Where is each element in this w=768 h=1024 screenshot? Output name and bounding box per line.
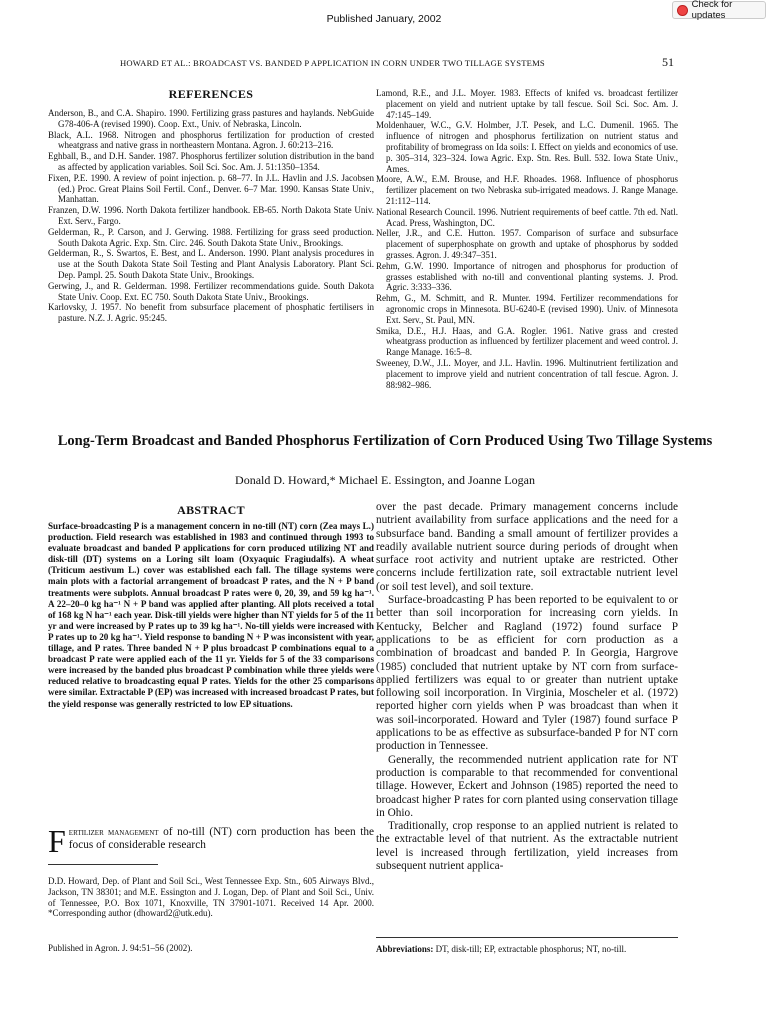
- references-right: [376, 88, 678, 390]
- references-heading: REFERENCES: [168, 87, 254, 101]
- reference-item: Fixen, P.E. 1990. A review of point injection. p. 68–77. In J.L. Havlin and J.S. Jacobsen (ed.) Proc. Great Plains Soil Fertil. Conf., Denver. 6–7 Mar. 1990. Kansas State Univ., Manhattan.: [48, 172, 374, 205]
- published-date: Published January, 2002: [326, 13, 442, 25]
- reference-item: Eghball, B., and D.H. Sander. 1987. Phosphorus fertilizer solution distribution in the band as affected by application variables. Soil Sci. Soc. Am. J. 51:1350–1354.: [48, 151, 374, 172]
- article-title: Long-Term Broadcast and Banded Phosphorus Fertilization of Corn Produced Using Two Tillage Systems: [57, 433, 713, 449]
- drop-cap: F: [48, 823, 66, 859]
- reference-item: Franzen, D.W. 1996. North Dakota fertilizer handbook. EB-65. North Dakota State Univ. Ext. Serv., Fargo.: [48, 205, 374, 226]
- reference-item: National Research Council. 1996. Nutrient requirements of beef cattle. 7th ed. Natl. Acad. Press, Washington, DC.: [376, 206, 678, 228]
- reference-item: Smika, D.E., H.J. Haas, and G.A. Rogler. 1961. Native grass and crested wheatgrass production as influenced by fertilizer placement and weed control. J. Range Manage. 16:5–8.: [376, 325, 678, 358]
- body-paragraph: Generally, the recommended nutrient application rate for NT production is comparable to that recommended for conventional tillage. However, Eckert and Johnson (1985) reported the need to broadcast higher P rates for corn planted using conservation tillage in Ohio.: [376, 753, 678, 819]
- abbrev-rule: [376, 937, 678, 938]
- reference-item: Gerwing, J., and R. Gelderman. 1998. Fertilizer recommendations guide. South Dakota State Univ. Coop. Ext. EC 750. South Dakota State Univ., Brookings.: [48, 280, 374, 302]
- abbreviations-label: Abbreviations:: [376, 944, 434, 954]
- author-affiliation: D.D. Howard, Dep. of Plant and Soil Sci., West Tennessee Exp. Stn., 605 Airways Blvd., Jackson, TN 38301; and M.E. Essington and J. Logan, Dep. of Plant and Soil Sci., Univ. of Tennessee, P.O. Box 1071, Knoxville, TN 37901-1071. Received 14 Apr. 2000. *Corresponding author (dhoward2@utk.edu).: [48, 876, 374, 919]
- reference-item: Gelderman, R., S. Swartos, E. Best, and L. Anderson. 1990. Plant analysis procedures in use at the South Dakota State Soil Testing and Plant Analysis Laboratory. Plant Sci. Dep. Pampl. 25. South Dakota State Univ., Brookings.: [48, 248, 374, 280]
- footnote-rule: [48, 864, 158, 865]
- body-paragraph: Surface-broadcasting P has been reported to be equivalent to or better than soil incorporation for increasing corn yields. In Kentucky, Belcher and Ragland (1972) found surface P applications to be as efficient for corn production as a combination of broadcast and banded P. In Georgia, Hargrove (1985) concluded that nutrient uptake by NT corn from surface-applied fertilizers was equal to or greater than nutrient uptake following soil incorporation. In Virginia, Moscheler et al. (1972) reported higher corn yields when P was broadcast than when it was soil-incorporated. Howard and Tyler (1987) found surface P applications to be as effective as subsurface-banded P for NT corn production in Tennessee.: [376, 594, 678, 753]
- check-updates-label: Check for updates: [691, 0, 733, 21]
- abstract-text: Surface-broadcasting P is a management concern in no-till (NT) corn (Zea mays L.) production. Field research was established in 1983 and continued through 1993 to evaluate broadcast and banded P applications for corn produced utilizing NT and disk-till (DT) systems on a Loring silt loam (Oxyaquic Fragiudalfs). A wheat (Triticum aestivum L.) cover was established each fall. The tillage systems were main plots with a factorial arrangement of broadcast P rates, and the N + P band treatments were subplots. Annual broadcast P rates were 0, 20, 39, and 59 kg ha⁻¹. A 22–20–0 kg ha⁻¹ N + P band was applied after planting. All plots received a total of 168 kg N ha⁻¹ each year. Disk-till yields were higher than NT yields for 5 of the 11 yr and were increased by P rates up to 39 kg ha⁻¹. No-till yields were increased with P rates up to 20 kg ha⁻¹. Yield response to banding N + P was inconsistent with year, tillage, and P rates. Three banded N + P plus broadcast P combinations equal to a broadcast P rate were applied each of the 11 yr. Yields for 5 of the 33 comparisons were increased by the banded plus broadcast P combination while three yields were reduced relative to broadcasting equal P rates. Yields for the other 25 comparisons were similar. Extractable P (EP) was increased with increased broadcast P rates, but the yield response was generally restricted to low EP situations.: [48, 521, 374, 709]
- reference-item: Karlovsky, J. 1957. No benefit from subsurface placement of phosphatic fertilisers in pasture. N.Z. J. Agric. 95:245.: [48, 302, 374, 324]
- running-head: HOWARD ET AL.: BROADCAST VS. BANDED P APPLICATION IN CORN UNDER TWO TILLAGE SYSTEMS: [120, 58, 545, 68]
- intro-paragraph: [48, 823, 374, 859]
- reference-item: Lamond, R.E., and J.L. Moyer. 1983. Effects of knifed vs. broadcast fertilizer placement on yield and nutrient uptake by tall fescue. Soil Sci. Soc. Am. J. 47:145–149.: [376, 88, 678, 120]
- page-number: 51: [662, 55, 674, 69]
- reference-item: Rehm, G.W. 1990. Importance of nitrogen and phosphorus for production of grasses established with no-till and conventional planting systems. J. Prod. Agric. 3:333–336.: [376, 260, 678, 293]
- published-in: Published in Agron. J. 94:51–56 (2002).: [48, 943, 193, 953]
- reference-item: Sweeney, D.W., J.L. Moyer, and J.L. Havlin. 1996. Multinutrient fertilization and placement to improve yield and nutrient concentration of tall fescue. Agron. J. 88:982–986.: [376, 357, 678, 390]
- check-updates-button[interactable]: [672, 1, 766, 19]
- reference-item: Moldenhauer, W.C., G.V. Holmber, J.T. Pesek, and L.C. Dumenil. 1965. The influence of nitrogen and phosphorus fertilization on nutrient status and profitability of bromegrass on Ida soils: I. Effect on yields and economics of use. p. 305–314, 323–324. Iowa Agric. Exp. Stn. Res. Bull. 532. Iowa State Univ., Ames.: [376, 120, 678, 174]
- body-paragraph: Traditionally, crop response to an applied nutrient is related to the extractable level of that nutrient. As the extractable nutrient level is increased through fertilization, yield increases from subsequent nutrient applica-: [376, 820, 678, 873]
- reference-item: Moore, A.W., E.M. Brouse, and H.F. Rhoades. 1968. Influence of phosphorus fertilizer placement on two Nebraska sub-irrigated meadows. J. Range Manage. 21:112–114.: [376, 174, 678, 206]
- abbreviations: [376, 944, 626, 954]
- reference-item: Neller, J.R., and C.E. Hutton. 1957. Comparison of surface and subsurface placement of superphosphate on growth and uptake of phosphorus by sodded grasses. Agron. J. 49:347–351.: [376, 228, 678, 260]
- reference-item: Rehm, G., M. Schmitt, and R. Munter. 1994. Fertilizer recommendations for agronomic crops in Minnesota. BU-6240-E (revised 1990). Univ. of Minnesota Ext. Serv., St. Paul, MN.: [376, 293, 678, 325]
- intro-smallcaps: ertilizer management: [68, 827, 159, 838]
- reference-item: Anderson, B., and C.A. Shapiro. 1990. Fertilizing grass pastures and haylands. NebGuide G78-406-A (revised 1990). Coop. Ext., Univ. of Nebraska, Lincoln.: [48, 108, 374, 129]
- body-column-right: [376, 501, 678, 873]
- article-authors: Donald D. Howard,* Michael E. Essington, and Joanne Logan: [235, 473, 535, 487]
- reference-item: Gelderman, R., P. Carson, and J. Gerwing. 1988. Fertilizing for grass seed production. South Dakota Agric. Exp. Stn. Circ. 246. South Dakota State Univ., Brookings.: [48, 226, 374, 248]
- abstract-heading: ABSTRACT: [177, 503, 245, 517]
- reference-item: Black, A.L. 1968. Nitrogen and phosphorus fertilization for production of crested wheatgrass and native grass in northeastern Montana. Agron. J. 60:213–216.: [48, 129, 374, 151]
- body-paragraph: over the past decade. Primary management concerns include nutrient availability from surface applications and the need for a subsurface band. Banding a small amount of fertilizer provides a readily available nutrient source during periods of drought when surface root activity and nutrient uptake are restricted. Other concerns include fertilization rate, soil extractable nutrient level (or soil test level), and soil texture.: [376, 501, 678, 593]
- crossmark-icon: [677, 5, 688, 16]
- abbreviations-text: DT, disk-till; EP, extractable phosphorus; NT, no-till.: [433, 944, 627, 954]
- references-left: [48, 108, 374, 324]
- intro-text: of no-till (NT) corn production has been the focus of considerable research: [68, 826, 374, 852]
